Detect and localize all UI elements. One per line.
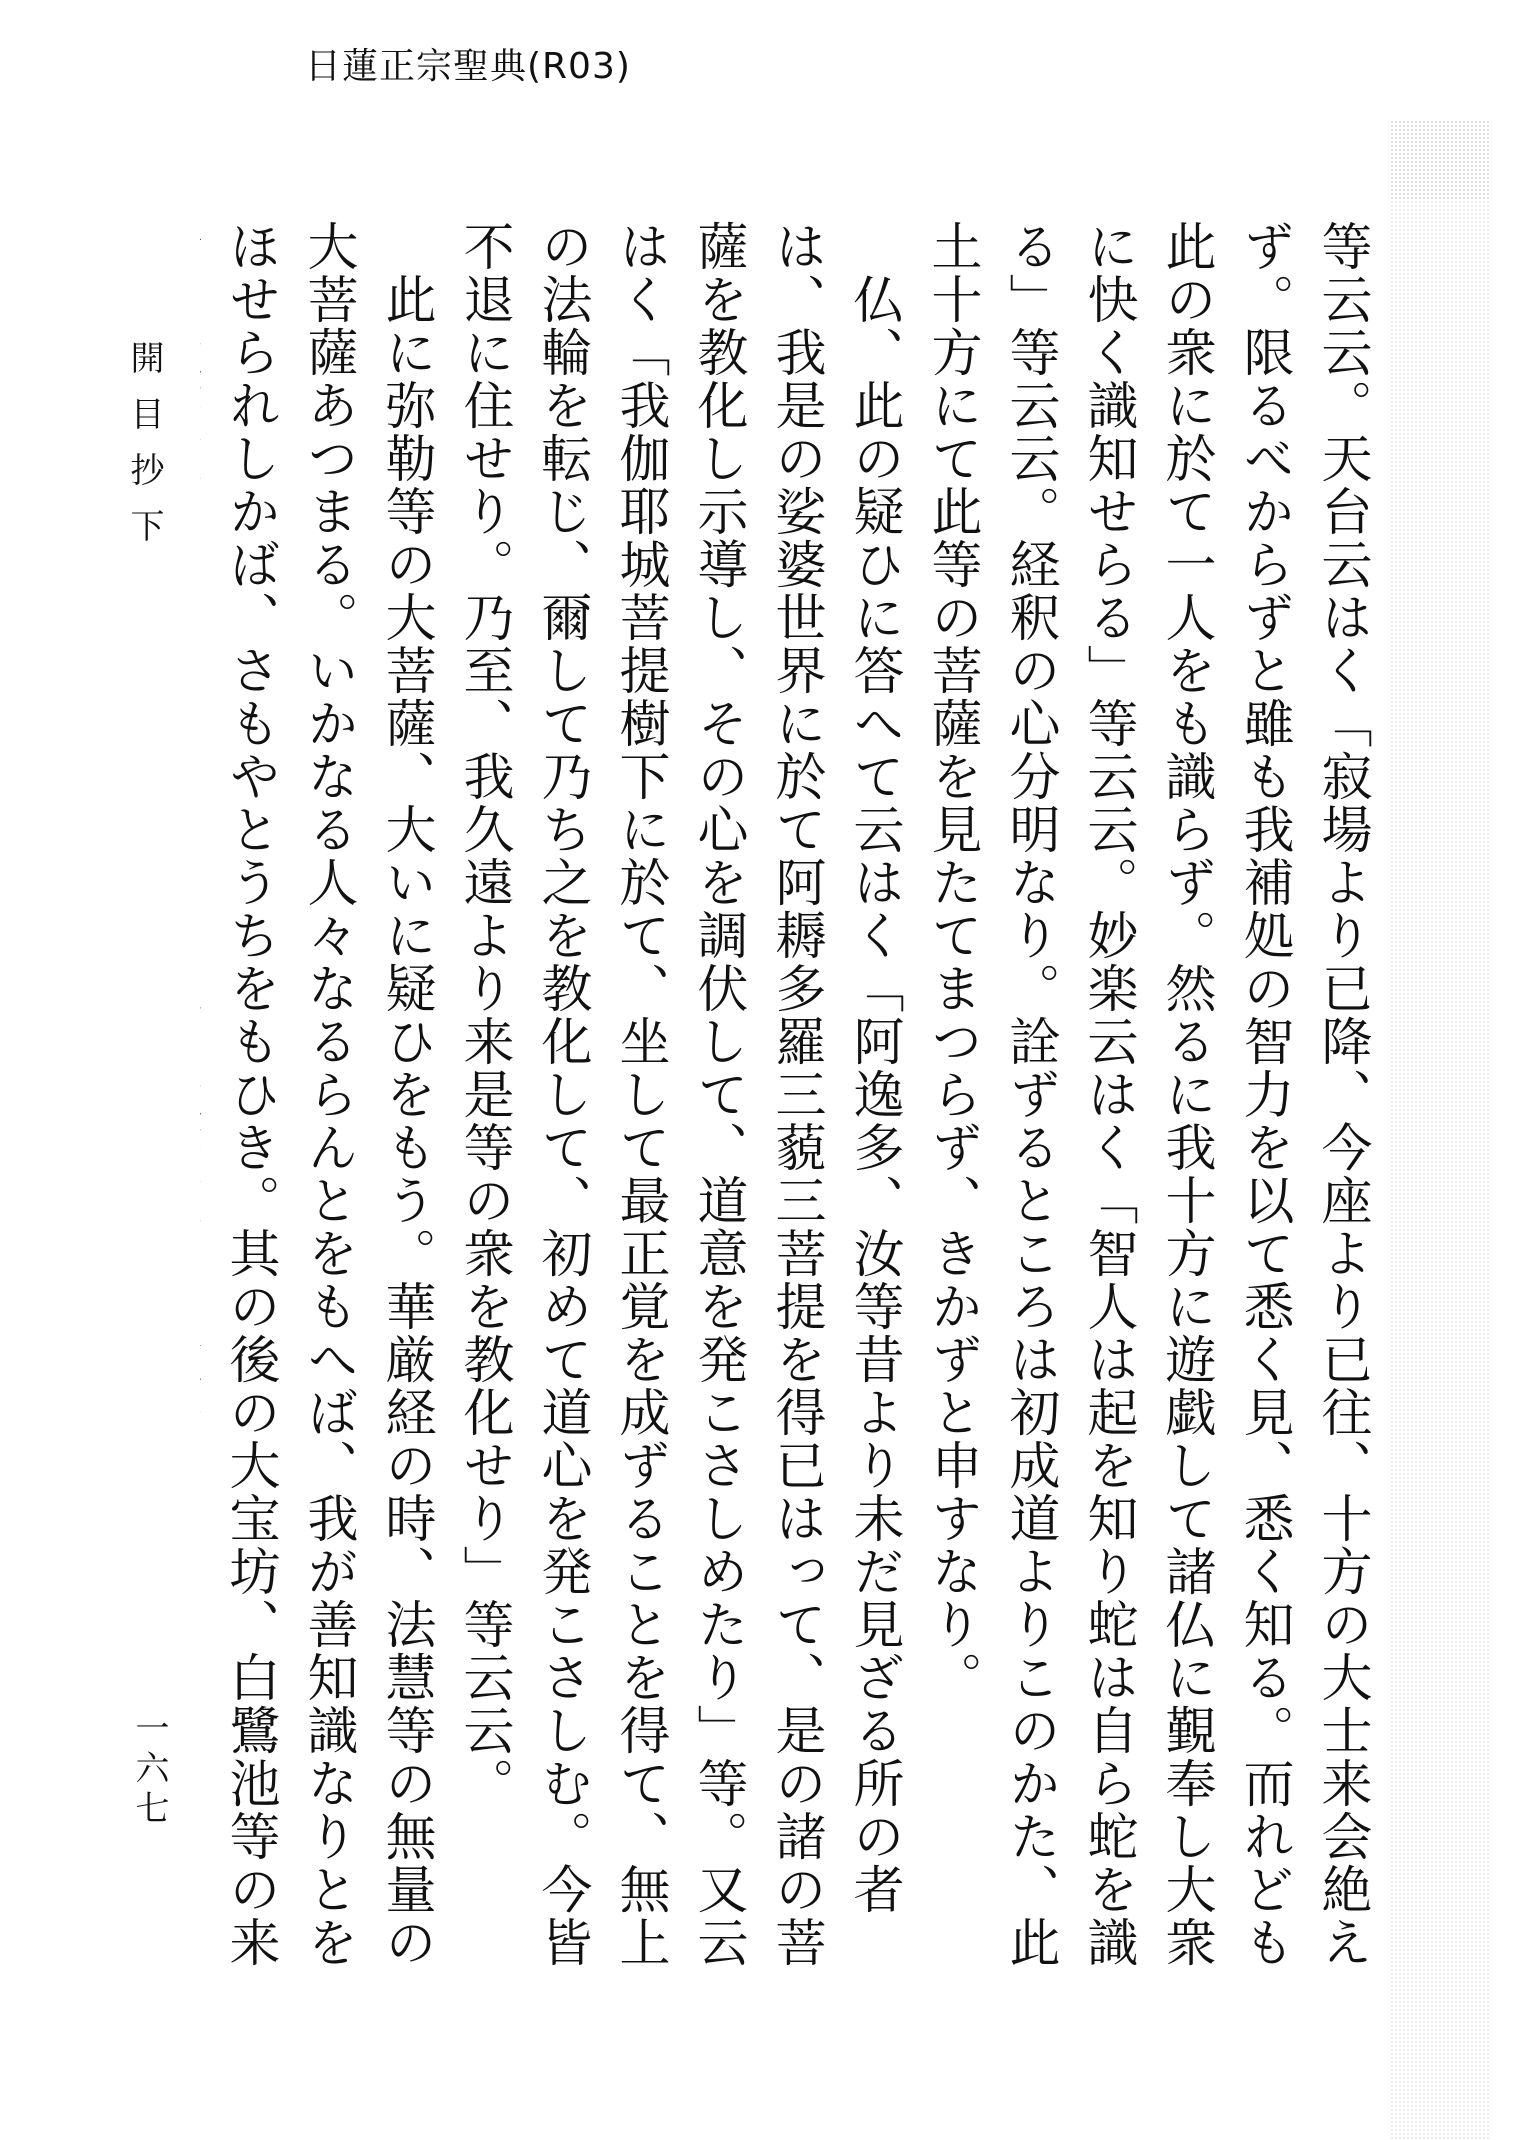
page-number: 一六七 [129, 1710, 169, 1830]
main-body-text: 等云云。天台云はく「寂場より已降、今座より已往、十方の大士来会絶えず。限るべからずと雖も我補処の智力を以て悉く見、悉く知る。而れども此の衆に於て一人をも識らず。然るに我十方に遊戯して諸仏に覲奉し大衆に快く識知せらる」等云云。妙楽云はく「智人は起を知り蛇は自ら蛇を識る」等云云。経釈の心分明なり。詮ずるところは初成道よりこのかた、此土十方にて此等の菩薩を見たてまつらず、きかずと申すなり。 仏、此の疑ひに答へて云はく「阿逸多、汝等昔より未だ見ざる所の者は、我是の娑婆世界に於て阿耨多羅三藐三菩提を得已はって、是の諸の菩薩を教化し示導し、その心を調伏して、道意を発こさしめたり」等。又云はく「我伽耶城菩提樹下に於て、坐して最正覚を成ずることを得て、無上の法輪を転じ、爾して乃ち之を教化して、初めて道心を発こさしむ。今皆不退に住せり。乃至、我久遠より来是等の衆を教化せり」等云云。 此に弥勒等の大菩薩、大いに疑ひをもう。華厳経の時、法慧等の無量の大菩薩あつまる。いかなる人々なるらんとをもへば、我が善知識なりとをほせられしかば、さもやとうちをもひき。其の後の大宝坊、白鷺池等の来 [220, 220, 1371, 1969]
scan-edge-noise [1390, 120, 1490, 2140]
page-header-title: 日蓮正宗聖典(R03) [305, 46, 631, 87]
side-chapter-title: 開目抄下 [124, 340, 164, 564]
